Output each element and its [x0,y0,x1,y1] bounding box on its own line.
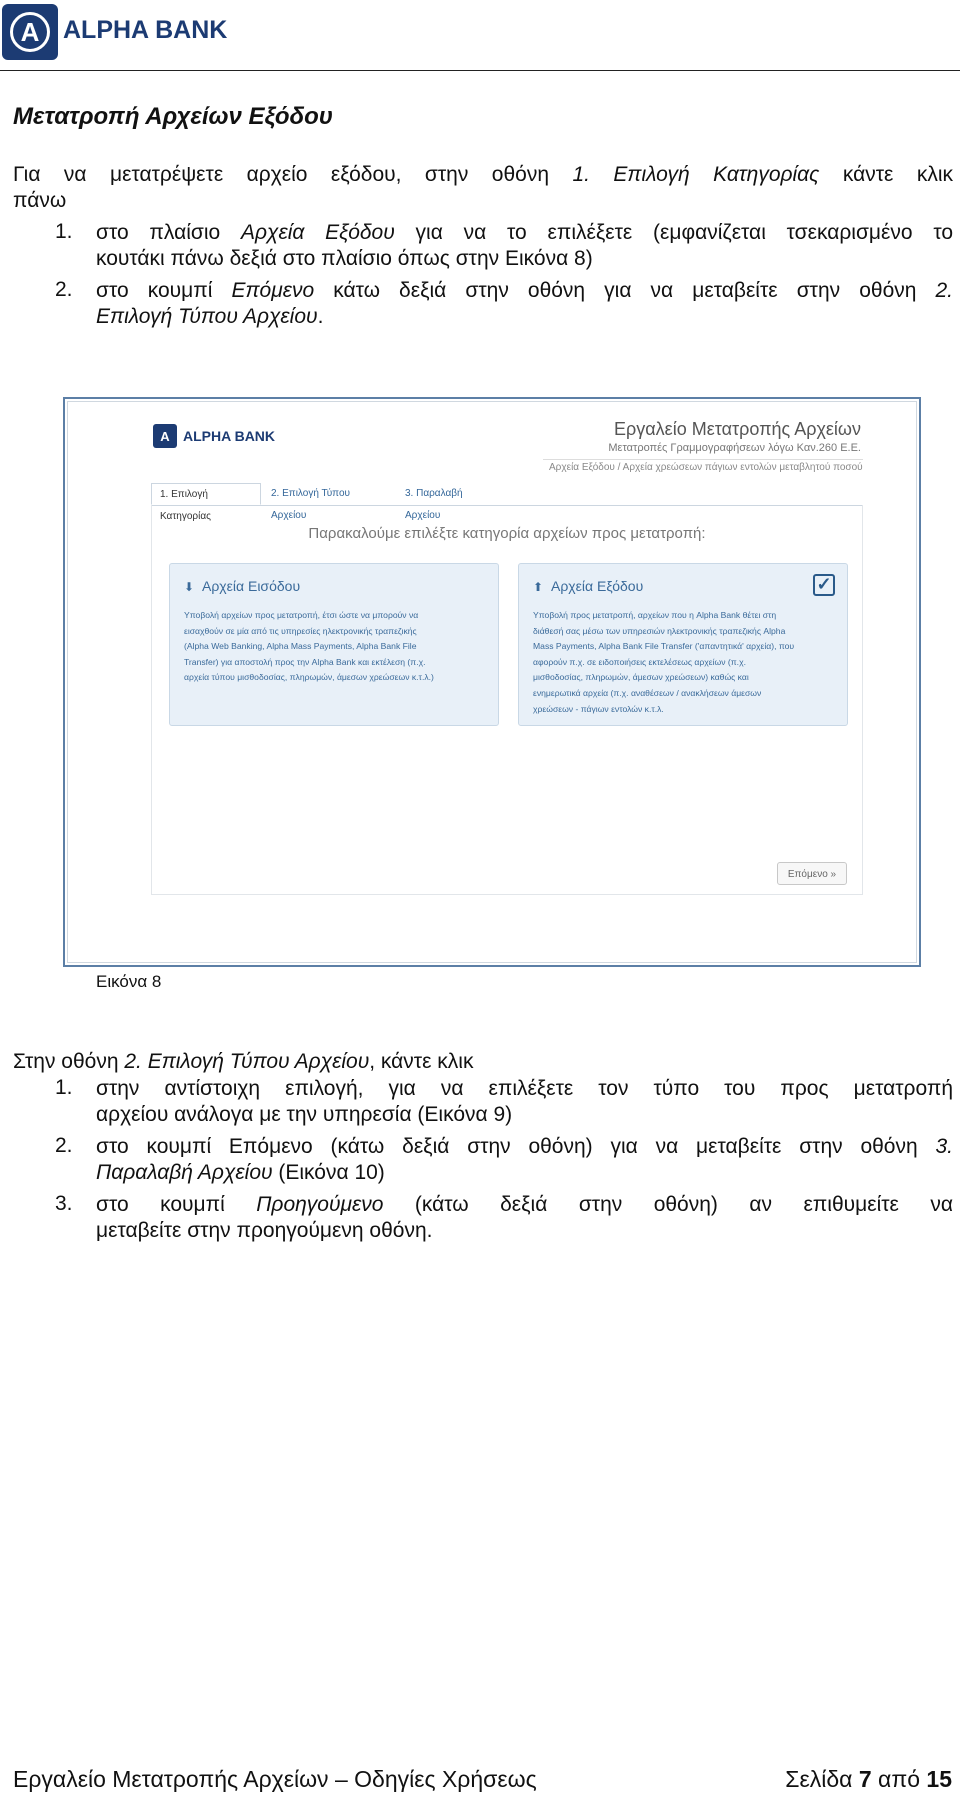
download-icon: ⬇ [184,580,195,594]
next-button[interactable]: Επόμενο » [777,862,847,885]
app-subtitle: Μετατροπές Γραμμογραφήσεων λόγω Καν.260 Ε.Ε. [608,442,861,454]
output-files-description: Υποβολή προς μετατροπή, αρχείων που η Alpha Bank θέτει στη διάθεσή σας μέσω των υπηρεσιών ηλεκτρονικής τραπεζικής Alpha Mass Payments, Alpha Bank File Transfer ('απαντητικά' αρχεία), που αφορούν π.χ. σε ειδοποιήσεις εκτελέσεως αρχείων (π.χ. μισθοδοσίας, πληρωμών, άμεσων χρεώσεων) καθώς και ενημερωτικά αρχεία (π.χ. αναθέσεων / ανακλήσεων άμεσων χρεώσεων - πάγιων εντολών κ.τ.λ. [533,610,795,714]
app-title: Εργαλείο Μετατροπής Αρχείων [614,419,861,439]
tab-category[interactable]: 1. Επιλογή Κατηγορίας [151,483,261,505]
category-prompt: Παρακαλούμε επιλέξτε κατηγορία αρχείων προς μετατροπή: [308,525,706,542]
input-files-title: ⬇ Αρχεία Εισόδου [184,578,301,594]
list-item-3-line-2: μεταβείτε στην προηγούμενη οθόνη. [96,1219,433,1242]
wizard-tabs [151,483,863,522]
list-number: 1. [55,220,73,243]
output-files-title: ⬆ Αρχεία Εξόδου [533,578,644,594]
output-files-card[interactable] [518,563,848,726]
figure-caption: Εικόνα 8 [96,972,162,991]
breadcrumb: Αρχεία Εξόδου / Αρχεία χρεώσεων πάγιων εντολών μεταβλητού ποσού [543,459,863,475]
list-item-2-line-1: στο κουμπί Επόμενο (κάτω δεξιά στην οθόνη) για να μεταβείτε στην οθόνη 3. [96,1135,953,1158]
list-number: 1. [55,1076,73,1099]
screenshot-figure [63,397,921,967]
list-number: 2. [55,278,73,301]
upload-icon: ⬆ [533,580,544,594]
bank-logo [2,4,58,60]
list-item-1-line-1: στην αντίστοιχη επιλογή, για να επιλέξετε τον τύπο του προς μετατροπή [96,1077,953,1100]
list-item-1-line-2: αρχείου ανάλογα με την υπηρεσία (Εικόνα 9) [96,1103,513,1126]
input-files-card[interactable] [169,563,499,726]
list-item-1-line-2: κουτάκι πάνω δεξιά στο πλαίσιο όπως στην Εικόνα 8) [96,247,593,270]
tab-receive-file[interactable]: 3. Παραλαβή Αρχείου [405,488,463,521]
list-item-1-line-1: στο πλαίσιο Αρχεία Εξόδου για να το επιλέξετε (εμφανίζεται τσεκαρισμένο το [96,221,953,244]
list-item-2-line-2: Επιλογή Τύπου Αρχείου. [96,305,324,328]
footer-title: Εργαλείο Μετατροπής Αρχείων – Οδηγίες Χρήσεως [13,1766,537,1792]
list-item-2-line-1: στο κουμπί Επόμενο κάτω δεξιά στην οθόνη για να μεταβείτε στην οθόνη 2. [96,279,954,302]
figure-logo-icon: A [153,424,177,448]
selected-checkbox-icon[interactable]: ✓ [813,574,835,596]
input-files-description: Υποβολή αρχείων προς μετατροπή, έτσι ώστε να μπορούν να εισαχθούν σε μία από τις υπηρεσίες ηλεκτρονικής τραπεζικής (Alpha Web Banking, Alpha Mass Payments, Alpha Bank File Transfer) για αποστολή προς την Alpha Bank και εκτέλεση (π.χ. αρχεία τύπου μισθοδοσίας, πληρωμών, άμεσων χρεώσεων κ.τ.λ.) [184,610,434,683]
list-item-3-line-1: στο κουμπί Προηγούμενο (κάτω δεξιά στην οθόνη) αν επιθυμείτε να [96,1193,954,1216]
list-number: 3. [55,1192,73,1215]
brand-name: ALPHA BANK [63,16,228,44]
list-number: 2. [55,1134,73,1157]
list-item-2-line-2: Παραλαβή Αρχείου (Εικόνα 10) [96,1161,385,1184]
intro-line-2: πάνω [13,189,67,212]
logo-mark: A [10,12,50,52]
intro-line-1: Για να μετατρέψετε αρχείο εξόδου, στην οθόνη 1. Επιλογή Κατηγορίας κάντε κλικ [13,163,953,186]
header-divider [0,70,960,71]
figure-brand: ALPHA BANK [183,428,276,444]
page-number: Σελίδα 7 από 15 [785,1766,952,1792]
section-title: Μετατροπή Αρχείων Εξόδου [13,103,333,130]
section2-intro: Στην οθόνη 2. Επιλογή Τύπου Αρχείου, κάντε κλικ [13,1050,474,1073]
tab-file-type[interactable]: 2. Επιλογή Τύπου Αρχείου [271,488,350,521]
